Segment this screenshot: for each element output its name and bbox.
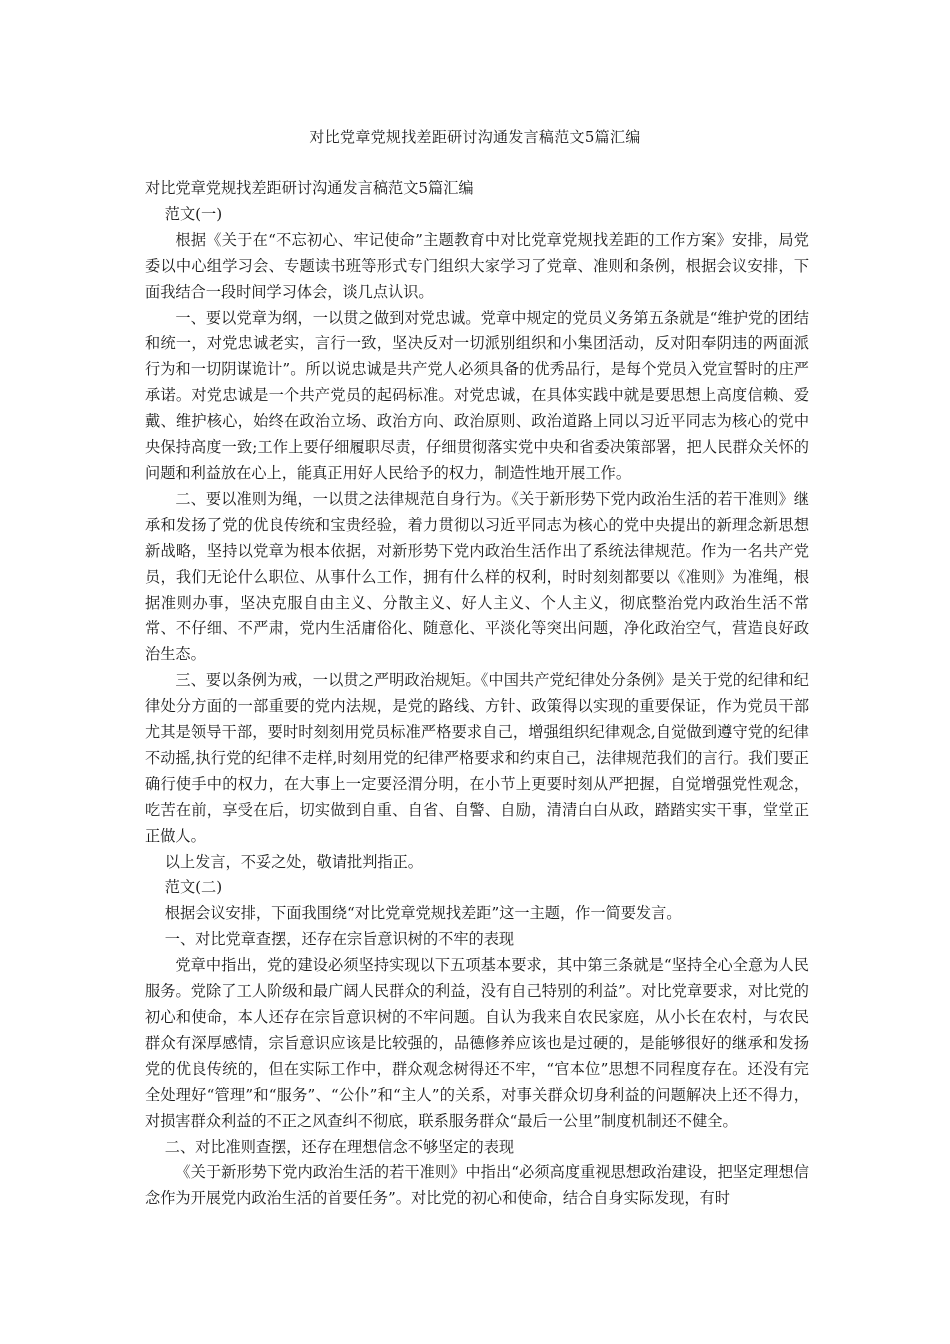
paragraph: 三、要以条例为戒，一以贯之严明政治规矩。《中国共产党纪律处分条例》是关于党的纪律和纪律处分方面的一部重要的党内法规，是党的路线、方针、政策得以实现的重要保证，作为党员干部尤其是领导干部，要时时刻刻用党员标准严格要求自己，增强组织纪律观念,自觉做到遵守党的纪律不动摇,执行党的纪律不走样,时刻用党的纪律严格要求和约束自己，法律规范我们的言行。我们要正确行使手中的权力，在大事上一定要泾渭分明，在小节上更要时刻从严把握，自觉增强党性观念，吃苦在前，享受在后，切实做到自重、自省、自警、自励，清清白白从政，踏踏实实干事，堂堂正正做人。 bbox=[145, 671, 809, 845]
paragraph: 一、要以党章为纲，一以贯之做到对党忠诚。党章中规定的党员义务第五条就是“维护党的团结和统一，对党忠诚老实，言行一致，坚决反对一切派别组织和小集团活动，反对阳奉阴违的两面派行为和一切阴谋诡计”。所以说忠诚是共产党人必须具备的优秀品行，是每个党员入党宣誓时的庄严承诺。对党忠诚是一个共产党员的起码标准。对党忠诚，在具体实践中就是要思想上高度信赖、爱戴、维护核心，始终在政治立场、政治方向、政治原则、政治道路上同以习近平同志为核心的党中央保持高度一致;工作上要仔细履职尽责，仔细贯彻落实党中央和省委决策部署，把人民群众关怀的问题和利益放在心上，能真正用好人民给予的权力，制造性地开展工作。 bbox=[145, 308, 809, 482]
document-body bbox=[145, 176, 809, 1212]
paragraph: 根据会议安排，下面我围绕“对比党章党规找差距”这一主题，作一简要发言。 bbox=[164, 904, 682, 923]
section-heading-sample-2: 范文(二) bbox=[164, 878, 223, 897]
paragraph: 《关于新形势下党内政治生活的若干准则》中指出“必须高度重视思想政治建设，把坚定理想信念作为开展党内政治生活的首要任务”。对比党的初心和使命，结合自身实际发现，有时 bbox=[145, 1163, 809, 1208]
section-heading-sample-1: 范文(一) bbox=[164, 204, 223, 223]
section-heading-point-2: 二、对比准则查摆，还存在理想信念不够坚定的表现 bbox=[164, 1137, 515, 1156]
paragraph: 二、要以准则为绳，一以贯之法律规范自身行为。《关于新形势下党内政治生活的若干准则》继承和发扬了党的优良传统和宝贵经验，着力贯彻以习近平同志为核心的党中央提出的新理念新思想新战略，坚持以党章为根本依据，对新形势下党内政治生活作出了系统法律规范。作为一名共产党员，我们无论什么职位、从事什么工作，拥有什么样的权利，时时刻刻都要以《准则》为准绳，根据准则办事，坚决克服自由主义、分散主义、好人主义、个人主义，彻底整治党内政治生活不常常、不仔细、不严肃，党内生活庸俗化、随意化、平淡化等突出问题，净化政治空气，营造良好政治生态。 bbox=[145, 489, 809, 664]
section-heading-point-1: 一、对比党章查摆，还存在宗旨意识树的不牢的表现 bbox=[164, 930, 515, 949]
paragraph-closing: 以上发言，不妥之处，敬请批判指正。 bbox=[164, 852, 423, 871]
document-title: 对比党章党规找差距研讨沟通发言稿范文5篇汇编 bbox=[309, 128, 641, 146]
paragraph: 党章中指出，党的建设必须坚持实现以下五项基本要求，其中第三条就是“坚持全心全意为人民服务。党除了工人阶级和最广阔人民群众的利益，没有自己特别的利益”。对比党章要求，对比党的初心和使命，本人还存在宗旨意识树的不牢问题。自认为我来自农民家庭，从小长在农村，与农民群众有深厚感情，宗旨意识应该是比较强的，品德修养应该也是过硬的，是能够很好的继承和发扬党的优良传统的，但在实际工作中，群众观念树得还不牢，“官本位”思想不同程度存在。还没有完全处理好“管理”和“服务”、“公仆”和“主人”的关系，对事关群众切身利益的问题解决上还不得力，对损害群众利益的不正之风查纠不彻底，联系服务群众“最后一公里”制度机制还不健全。 bbox=[145, 956, 809, 1130]
document-subtitle: 对比党章党规找差距研讨沟通发言稿范文5篇汇编 bbox=[145, 179, 474, 197]
paragraph: 根据《关于在“不忘初心、牢记使命”主题教育中对比党章党规找差距的工作方案》安排，局党委以中心组学习会、专题读书班等形式专门组织大家学习了党章、准则和条例，根据会议安排，下面我结合一段时间学习体会，谈几点认识。 bbox=[145, 230, 809, 301]
